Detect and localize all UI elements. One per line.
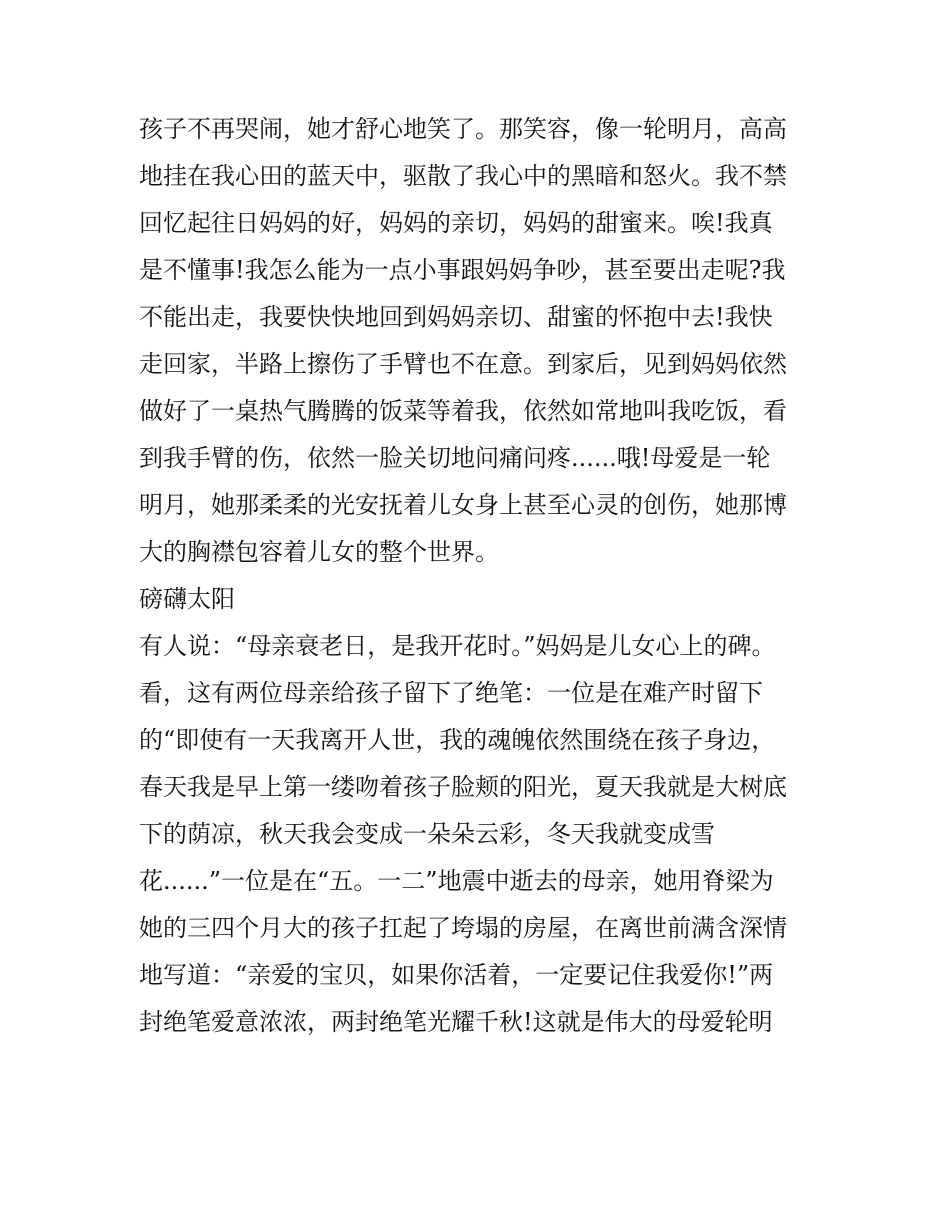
text-line: 是不懂事!我怎么能为一点小事跟妈妈争吵，甚至要出走呢?我 bbox=[139, 256, 786, 284]
section-heading: 磅礴太阳 bbox=[139, 585, 235, 613]
text-line: 她的三四个月大的孩子扛起了垮塌的房屋，在离世前满含深情 bbox=[139, 914, 787, 942]
text-line: 孩子不再哭闹，她才舒心地笑了。那笑容，像一轮明月，高高 bbox=[139, 115, 787, 143]
text-line: 春天我是早上第一缕吻着孩子脸颊的阳光，夏天我就是大树底 bbox=[139, 773, 787, 801]
text-line: 地挂在我心田的蓝天中，驱散了我心中的黑暗和怒火。我不禁 bbox=[139, 162, 787, 190]
text-line: 的“即使有一天我离开人世，我的魂魄依然围绕在孩子身边， bbox=[139, 726, 776, 754]
text-line: 做好了一桌热气腾腾的饭菜等着我，依然如常地叫我吃饭，看 bbox=[139, 397, 787, 425]
text-line: 看，这有两位母亲给孩子留下了绝笔：一位是在难产时留下 bbox=[139, 679, 763, 707]
text-line: 大的胸襟包容着儿女的整个世界。 bbox=[139, 538, 499, 566]
text-line: 封绝笔爱意浓浓，两封绝笔光耀千秋!这就是伟大的母爱轮明 bbox=[139, 1008, 773, 1036]
text-line: 到我手臂的伤，依然一脸关切地问痛问疼......哦!母爱是一轮 bbox=[139, 444, 771, 472]
text-line: 地写道：“亲爱的宝贝，如果你活着，一定要记住我爱你!”两 bbox=[139, 961, 774, 989]
text-line: 有人说：“母亲衰老日，是我开花时。”妈妈是儿女心上的碑。 bbox=[139, 632, 776, 660]
text-line: 走回家，半路上擦伤了手臂也不在意。到家后，见到妈妈依然 bbox=[139, 350, 787, 378]
text-line: 回忆起往日妈妈的好，妈妈的亲切，妈妈的甜蜜来。唉!我真 bbox=[139, 209, 773, 237]
essay-body bbox=[139, 106, 839, 1046]
text-line: 明月，她那柔柔的光安抚着儿女身上甚至心灵的创伤，她那博 bbox=[139, 491, 787, 519]
text-line: 下的荫凉，秋天我会变成一朵朵云彩，冬天我就变成雪 bbox=[139, 820, 715, 848]
text-line: 不能出走，我要快快地回到妈妈亲切、甜蜜的怀抱中去!我快 bbox=[139, 303, 773, 331]
text-line: 花......”一位是在“五。一二”地震中逝去的母亲，她用脊梁为 bbox=[139, 867, 774, 895]
